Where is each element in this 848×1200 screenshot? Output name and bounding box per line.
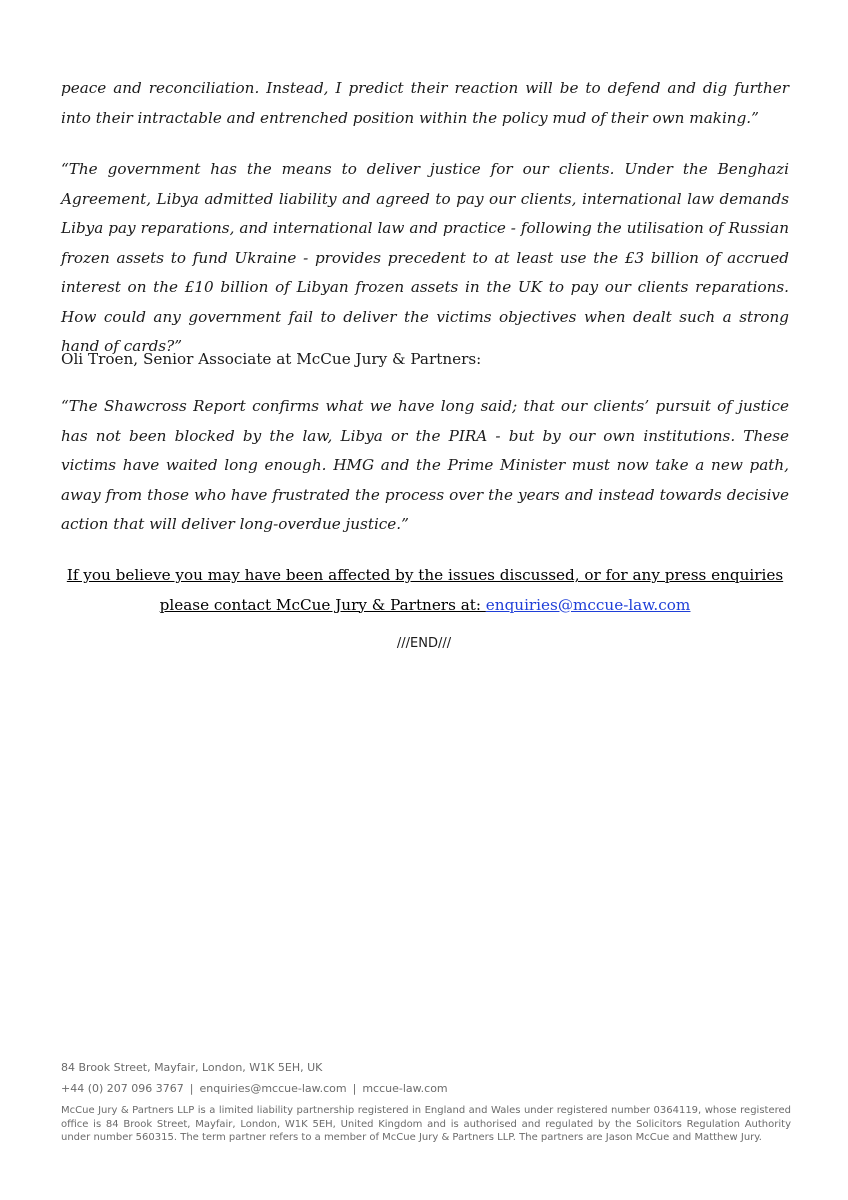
quote-continuation-paragraph: peace and reconciliation. Instead, I predict their reaction will be to defend and dig further into their intractable and entrenched position within the policy mud of their own making.” — [61, 79, 789, 127]
contact-email-link[interactable]: enquiries@mccue-law.com — [485, 595, 691, 614]
footer-website: mccue-law.com — [362, 1082, 448, 1095]
contact-notice-text: If you believe you may have been affected by the issues discussed, or for any press enquiries please contact McCue Jury & Partners at: — [66, 566, 784, 614]
footer-separator: | — [352, 1082, 357, 1095]
footer-address: 84 Brook Street, Mayfair, London, W1K 5EH, UK — [61, 1061, 323, 1074]
shawcross-quote-paragraph: “The Shawcross Report confirms what we have long said; that our clients’ pursuit of justice has not been blocked by the law, Libya or the PIRA - but by our own institutions. These victims have waited long enough. HMG and the Prime Minister must now take a new path, away from those who have frustrated the process over the years and instead towards decisive action that will deliver long-overdue justice.” — [61, 397, 789, 533]
government-quote-paragraph: “The government has the means to deliver justice for our clients. Under the Benghazi Agreement, Libya admitted liability and agreed to pay our clients, international law demands Libya pay reparations, and international law and practice - following the utilisation of Russian frozen assets to fund Ukraine - provides precedent to at least use the £3 billion of accrued interest on the £10 billion of Libyan frozen assets in the UK to pay our clients reparations. How could any government fail to deliver the victims objectives when dealt such a strong hand of cards?” — [61, 160, 789, 355]
footer-email: enquiries@mccue-law.com — [199, 1082, 347, 1095]
speaker-attribution: Oli Troen, Senior Associate at McCue Jury & Partners: — [61, 350, 482, 368]
footer-contacts — [61, 1082, 791, 1095]
footer-legal-notice: McCue Jury & Partners LLP is a limited liability partnership registered in England and Wales under registered number 0364119, whose registered office is 84 Brook Street, Mayfair, London, W1K 5EH, United Kingdom and is authorised and regulated by the Solicitors Regulation Authority under number 560315. The term partner refers to a member of McCue Jury & Partners LLP. The partners are Jason McCue and Matthew Jury. — [61, 1105, 791, 1143]
footer-phone: +44 (0) 207 096 3767 — [61, 1082, 184, 1095]
contact-notice — [61, 561, 789, 620]
end-marker: ///END/// — [396, 636, 452, 651]
footer-separator: | — [189, 1082, 194, 1095]
